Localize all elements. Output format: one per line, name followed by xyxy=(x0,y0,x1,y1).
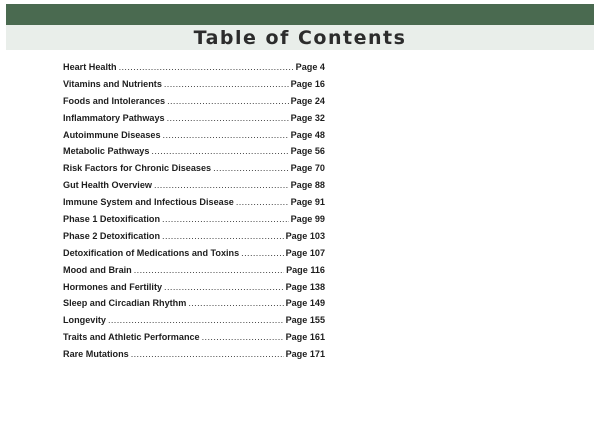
toc-entry-hormones-and-fertility[interactable] xyxy=(63,282,325,299)
dot-leader xyxy=(167,96,289,106)
toc-entry-sleep-circadian-rhythm[interactable] xyxy=(63,298,325,315)
toc-entry-page: Page 149 xyxy=(285,298,325,309)
toc-entry-title: Detoxification of Medications and Toxins xyxy=(63,247,240,258)
toc-entry-phase-1-detoxification[interactable] xyxy=(63,214,325,231)
toc-entry-title: Autoimmune Diseases xyxy=(63,129,161,140)
toc-entry-metabolic-pathways[interactable] xyxy=(63,146,325,163)
dot-leader xyxy=(188,298,283,308)
dot-leader xyxy=(163,130,289,140)
toc-entry-longevity[interactable] xyxy=(63,315,325,332)
dot-leader xyxy=(202,332,284,342)
toc-entry-heart-health[interactable] xyxy=(63,62,325,79)
toc-entry-title: Heart Health xyxy=(63,62,117,72)
dot-leader xyxy=(167,113,289,123)
toc-entry-title: Mood and Brain xyxy=(63,264,132,275)
toc-entry-page: Page 103 xyxy=(285,230,325,241)
dot-leader xyxy=(236,197,289,207)
toc-entry-inflammatory-pathways[interactable] xyxy=(63,113,325,130)
toc-entry-page: Page 155 xyxy=(285,315,325,326)
toc-entry-page: Page 88 xyxy=(290,180,325,191)
toc-entry-rare-mutations[interactable] xyxy=(63,349,325,366)
dot-leader xyxy=(241,248,283,258)
toc-entry-mood-and-brain[interactable] xyxy=(63,265,325,282)
toc-entry-title: Rare Mutations xyxy=(63,349,129,360)
toc-entry-title: Immune System and Infectious Disease xyxy=(63,197,234,208)
dot-leader xyxy=(151,146,288,156)
toc-entry-immune-system[interactable] xyxy=(63,197,325,214)
dot-leader xyxy=(164,79,289,89)
toc-entry-title: Sleep and Circadian Rhythm xyxy=(63,298,187,309)
toc-entry-page: Page 56 xyxy=(290,146,325,157)
toc-entry-title: Metabolic Pathways xyxy=(63,146,150,157)
toc-entry-title: Longevity xyxy=(63,315,106,326)
toc-entry-gut-health-overview[interactable] xyxy=(63,180,325,197)
dot-leader xyxy=(162,214,289,224)
toc-entry-vitamins-and-nutrients[interactable] xyxy=(63,79,325,96)
toc-entry-title: Inflammatory Pathways xyxy=(63,112,165,123)
toc-entry-risk-factors[interactable] xyxy=(63,163,325,180)
dot-leader xyxy=(154,180,289,190)
toc-entry-page: Page 99 xyxy=(290,214,325,225)
toc-entry-page: Page 91 xyxy=(290,197,325,208)
dot-leader xyxy=(108,315,284,325)
toc-entry-page: Page 107 xyxy=(285,247,325,258)
toc-entry-title: Risk Factors for Chronic Diseases xyxy=(63,163,212,174)
page-title: Table of Contents xyxy=(193,26,407,49)
toc-entry-autoimmune-diseases[interactable] xyxy=(63,130,325,147)
toc-entry-page: Page 16 xyxy=(290,78,325,89)
toc-entry-title: Phase 2 Detoxification xyxy=(63,230,161,241)
toc-entry-page: Page 161 xyxy=(285,332,325,343)
toc-entry-page: Page 32 xyxy=(290,112,325,123)
toc-entry-page: Page 4 xyxy=(295,62,325,72)
toc-entry-title: Vitamins and Nutrients xyxy=(63,78,162,89)
toc-entry-page: Page 48 xyxy=(290,129,325,140)
title-band xyxy=(6,25,594,50)
toc-entry-traits-athletic-performance[interactable] xyxy=(63,332,325,349)
toc-entry-title: Hormones and Fertility xyxy=(63,281,163,292)
toc-entry-title: Gut Health Overview xyxy=(63,180,152,191)
toc-entry-phase-2-detoxification[interactable] xyxy=(63,231,325,248)
dot-leader xyxy=(131,349,284,359)
dot-leader xyxy=(119,62,294,72)
dot-leader xyxy=(213,163,289,173)
toc-entry-page: Page 70 xyxy=(290,163,325,174)
toc-entry-page: Page 116 xyxy=(286,264,325,275)
toc-entry-title: Traits and Athletic Performance xyxy=(63,332,200,343)
dot-leader xyxy=(162,231,284,241)
table-of-contents xyxy=(63,62,325,366)
toc-entry-page: Page 24 xyxy=(290,95,325,106)
toc-entry-detox-medications-toxins[interactable] xyxy=(63,248,325,265)
dot-leader xyxy=(134,265,284,275)
toc-entry-title: Foods and Intolerances xyxy=(63,95,166,106)
toc-entry-page: Page 138 xyxy=(285,281,325,292)
header-band xyxy=(6,4,594,25)
toc-entry-foods-and-intolerances[interactable] xyxy=(63,96,325,113)
toc-entry-page: Page 171 xyxy=(285,349,325,360)
dot-leader xyxy=(164,282,284,292)
toc-entry-title: Phase 1 Detoxification xyxy=(63,214,161,225)
